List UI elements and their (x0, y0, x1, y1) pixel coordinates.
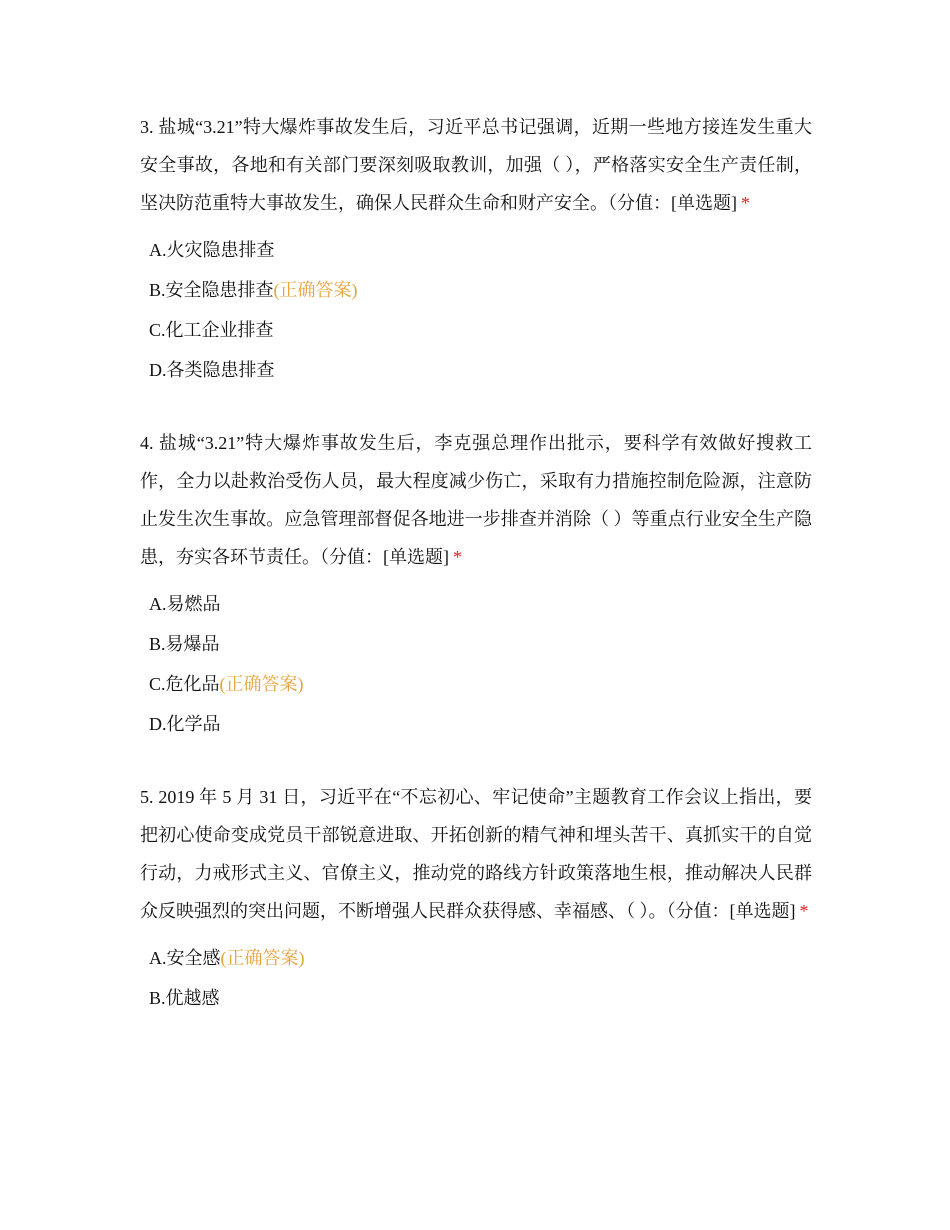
option-b[interactable] (149, 270, 812, 310)
option-label: A.易燃品 (149, 594, 221, 614)
required-mark: * (453, 547, 462, 567)
correct-answer-tag: (正确答案) (273, 280, 358, 300)
option-list (140, 584, 812, 744)
question-4 (140, 424, 812, 744)
option-label: C.化工企业排查 (149, 320, 274, 340)
option-label: B.优越感 (149, 988, 220, 1008)
option-d[interactable] (149, 704, 812, 744)
option-label: B.易爆品 (149, 634, 220, 654)
question-5 (140, 778, 812, 1018)
question-4-stem: 4. 盐城“3.21”特大爆炸事故发生后，李克强总理作出批示，要科学有效做好搜救工作，全力以赴救治受伤人员，最大程度减少伤亡，采取有力措施控制危险源，注意防止发生次生事故。应急管理部督促各地进一步排查并消除（ ）等重点行业安全生产隐患，夯实各环节责任。（分值：[单选题] (140, 433, 812, 567)
option-c[interactable] (149, 664, 812, 704)
option-list (140, 230, 812, 390)
option-label: D.各类隐患排查 (149, 360, 275, 380)
option-b[interactable] (149, 624, 812, 664)
option-a[interactable] (149, 230, 812, 270)
option-b[interactable] (149, 978, 812, 1018)
option-a[interactable] (149, 584, 812, 624)
question-5-stem: 5. 2019 年 5 月 31 日，习近平在“不忘初心、牢记使命”主题教育工作会议上指出，要把初心使命变成党员干部锐意进取、开拓创新的精气神和埋头苦干、真抓实干的自觉行动，力戒形式主义、官僚主义，推动党的路线方针政策落地生根，推动解决人民群众反映强烈的突出问题，不断增强人民群众获得感、幸福感、（ ）。（分值：[单选题] (140, 787, 812, 921)
question-text (140, 778, 812, 930)
option-label: B.安全隐患排查 (149, 280, 274, 300)
required-mark: * (741, 193, 750, 213)
option-c[interactable] (149, 310, 812, 350)
question-3-stem: 3. 盐城“3.21”特大爆炸事故发生后，习近平总书记强调，近期一些地方接连发生重大安全事故，各地和有关部门要深刻吸取教训，加强（ ），严格落实安全生产责任制，坚决防范重特大事故发生，确保人民群众生命和财产安全。（分值：[单选题] (140, 117, 812, 213)
option-label: A.安全感 (149, 948, 221, 968)
option-d[interactable] (149, 350, 812, 390)
document-page (140, 108, 812, 1052)
correct-answer-tag: (正确答案) (219, 674, 304, 694)
option-label: C.危化品 (149, 674, 220, 694)
correct-answer-tag: (正确答案) (220, 948, 305, 968)
option-list (140, 938, 812, 1018)
option-label: D.化学品 (149, 714, 221, 734)
question-3 (140, 108, 812, 390)
question-text (140, 424, 812, 576)
question-text (140, 108, 812, 222)
option-a[interactable] (149, 938, 812, 978)
option-label: A.火灾隐患排查 (149, 240, 275, 260)
required-mark: * (799, 901, 809, 921)
